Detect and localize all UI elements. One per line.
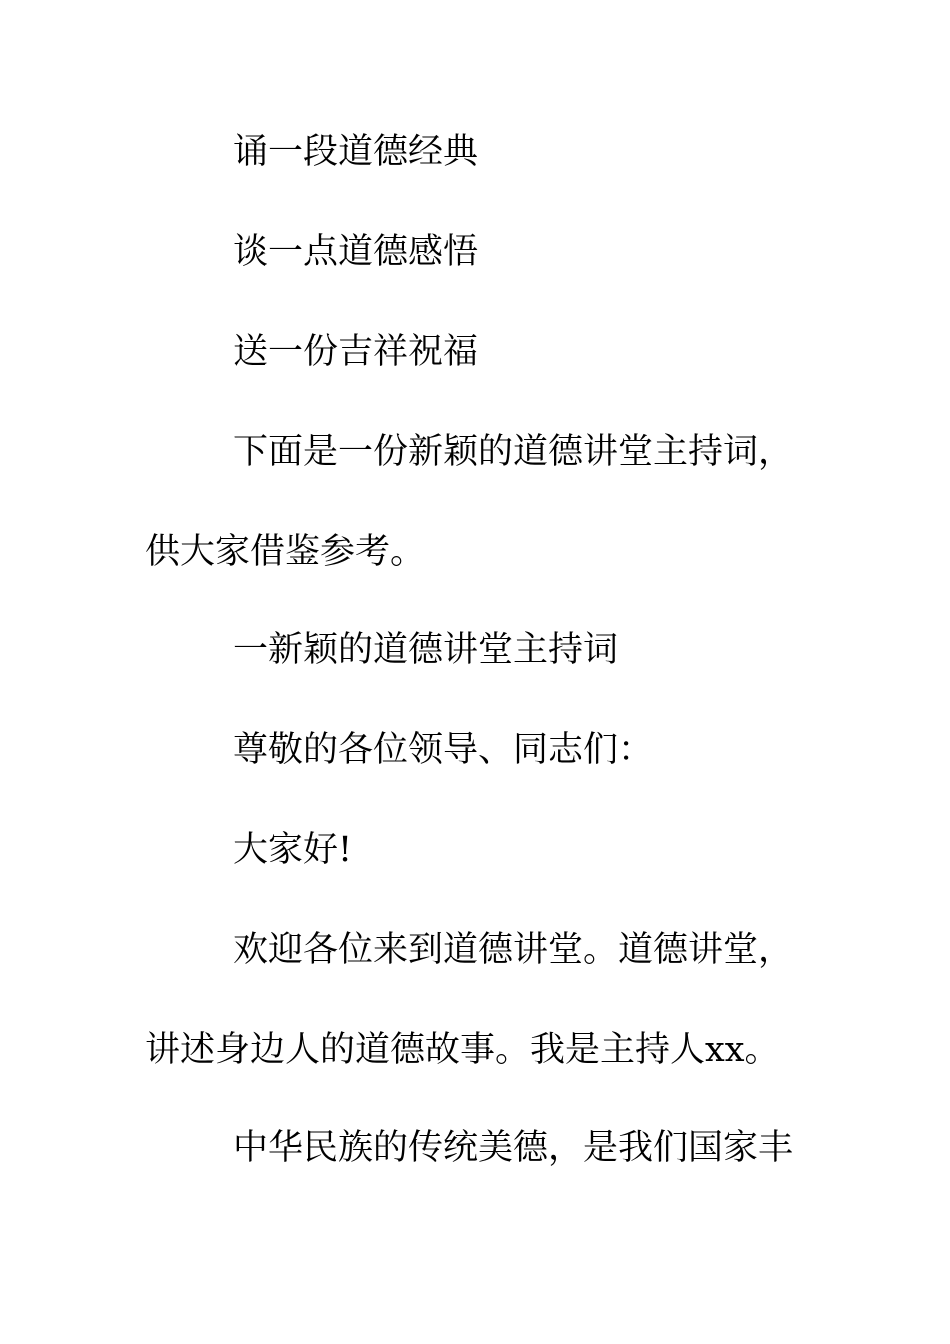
text-line: 尊敬的各位领导、同志们： xyxy=(233,730,654,770)
text-line: 中华民族的传统美德，是我们国家丰 xyxy=(233,1128,794,1168)
text-line: 大家好! xyxy=(233,830,353,870)
text-line: 谈一点道德感悟 xyxy=(233,232,479,272)
text-line: 送一份吉祥祝福 xyxy=(233,332,479,372)
text-line: 一新颖的道德讲堂主持词 xyxy=(233,630,619,670)
text-line: 欢迎各位来到道德讲堂。道德讲堂， xyxy=(233,930,794,970)
text-line: 下面是一份新颖的道德讲堂主持词， xyxy=(233,432,794,472)
text-line: 诵一段道德经典 xyxy=(233,132,479,172)
text-line: 讲述身边人的道德故事。我是主持人xx。 xyxy=(145,1030,780,1070)
text-line: 供大家借鉴参考。 xyxy=(145,532,426,572)
